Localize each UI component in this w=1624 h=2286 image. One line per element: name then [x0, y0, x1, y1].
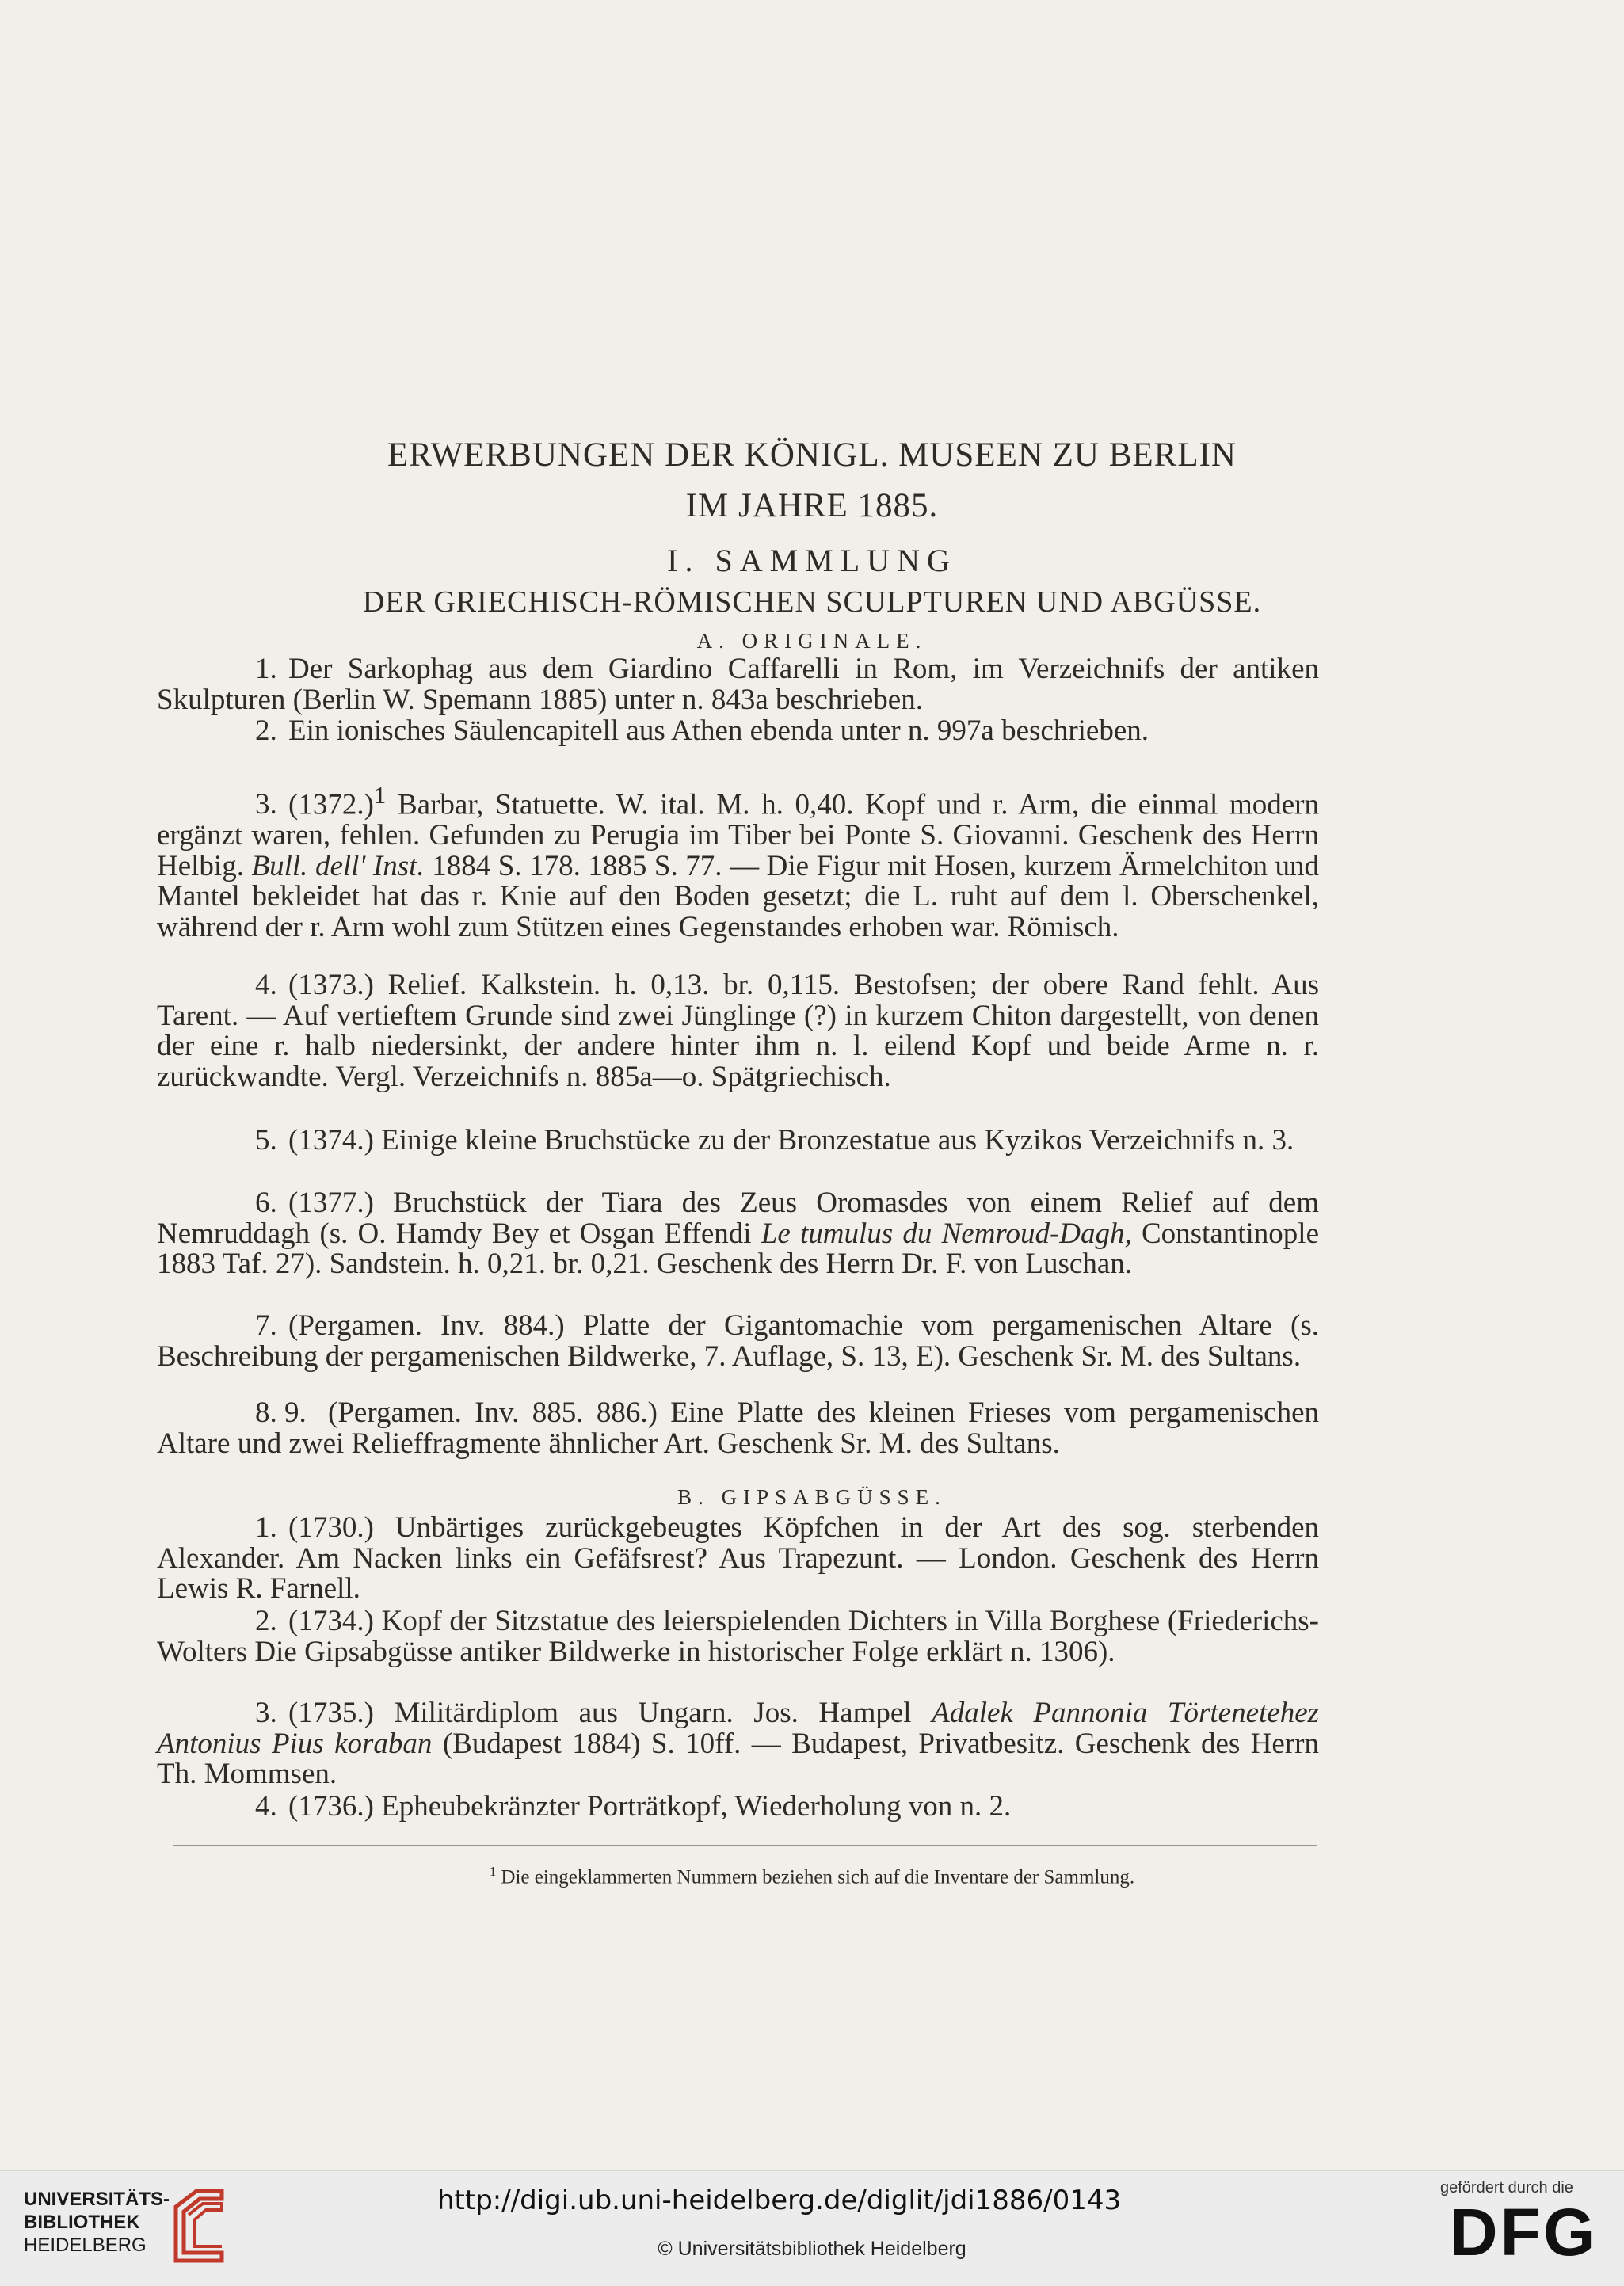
entry-number: 7. — [255, 1309, 277, 1342]
entry-text: (Pergamen. Inv. 884.) Platte der Gigantomachie vom pergamenischen Altare (s. Beschreibung der pergamenischen Bildwerke, 7. Auflage, S. 13, E). Geschenk Sr. M. des Sultans. — [157, 1309, 1319, 1373]
citation-title: Adalek Pannonia Törtenetehez Antonius Pius koraban — [157, 1697, 1320, 1760]
footnote — [0, 1864, 1624, 1888]
entry-text: 1884 S. 178. 1885 S. 77. — Die Figur mit Hosen, kurzem Ärmelchiton und Mantel bekleidet hat das r. Knie auf den Boden gesetzt; die L. ruht auf dem l. Oberschenkel, während der r. Arm wohl zum Stützen eines Gegenstandes erhoben war. Römisch. — [157, 849, 1320, 943]
entry-number: 1. — [255, 1511, 277, 1544]
entry-text: (Pergamen. Inv. 885. 886.) Eine Platte des kleinen Frieses vom pergamenischen Altare und zwei Relieffragmente ähnlicher Art. Geschenk Sr. M. des Sultans. — [157, 1396, 1319, 1460]
entry-number: 1. — [255, 653, 277, 685]
entry-gips-3 — [157, 1698, 1319, 1790]
permalink-url[interactable]: http://digi.ub.uni-heidelberg.de/diglit/jdi1886/0143 — [437, 2185, 1122, 2216]
entry-originale-7 — [157, 1311, 1319, 1372]
entry-number: 2. — [255, 714, 277, 747]
logo-line: UNIVERSITÄTS- — [24, 2189, 170, 2210]
entry-text: (1374.) Einige kleine Bruchstücke zu der Bronzestatue aus Kyzikos Verzeichnifs n. 3. — [288, 1124, 1294, 1156]
subsection-gipsabguesse: B. GIPSABGÜSSE. — [677, 1485, 947, 1509]
entry-number: 2. — [255, 1605, 277, 1637]
entry-text: (1372.) — [288, 788, 374, 821]
entry-text: Constantinople 1883 Taf. 27). Sandstein. h. 0,21. br. 0,21. Geschenk des Herrn Dr. F. von Luschan. — [157, 1217, 1320, 1281]
entry-text: Barbar, Statuette. W. ital. M. h. 0,40. Kopf und r. Arm, die einmal modern ergänzt waren, fehlen. Gefunden zu Perugia im Tiber bei Ponte S. Giovanni. Geschenk des Herrn Helbig. — [157, 788, 1320, 882]
entry-gips-1 — [157, 1513, 1319, 1605]
entry-text: (1377.) Bruchstück der Tiara des Zeus Oromasdes von einem Relief auf dem Nemruddagh (s. O. Hamdy Bey et Osgan Effendi — [157, 1187, 1319, 1250]
entry-text: (1730.) Unbärtiges zurückgebeugtes Köpfchen in der Art des sog. sterbenden Alexander. Am Nacken links ein Gefäfsrest? Aus Trapezunt. — London. Geschenk des Herrn Lewis R. Farnell. — [157, 1511, 1319, 1606]
entry-number: 6. — [255, 1187, 277, 1219]
entry-text: (1734.) Kopf der Sitzstatue des leierspielenden Dichters in Villa Borghese (Friederichs-Wolters Die Gipsabgüsse antiker Bildwerke in historischer Folge erklärt n. 1306). — [157, 1605, 1319, 1668]
footnote-text: Die eingeklammerten Nummern beziehen sich auf die Inventare der Sammlung. — [501, 1866, 1135, 1888]
citation-title: Le tumulus du Nemroud-Dagh, — [761, 1217, 1132, 1250]
section-subheading: DER GRIECHISCH-RÖMISCHEN SCULPTUREN UND ABGÜSSE. — [362, 585, 1262, 619]
entry-text: Ein ionisches Säulencapitell aus Athen ebenda unter n. 997a beschrieben. — [288, 714, 1149, 747]
dfg-logo[interactable]: DFG — [1450, 2195, 1598, 2269]
footnote-mark: 1 — [489, 1864, 497, 1879]
entry-originale-5 — [157, 1126, 1319, 1156]
copyright-notice: © Universitätsbibliothek Heidelberg — [658, 2238, 966, 2260]
citation-title: Bull. dell' Inst. — [251, 849, 425, 882]
logo-line: BIBLIOTHEK — [24, 2212, 140, 2233]
entry-originale-4 — [157, 970, 1319, 1092]
logo-line: HEIDELBERG — [24, 2235, 147, 2256]
entry-number: 8. 9. — [255, 1396, 307, 1429]
entry-number: 3. — [255, 788, 277, 821]
entry-text: (Budapest 1884) S. 10ff. — Budapest, Privatbesitz. Geschenk des Herrn Th. Mommsen. — [157, 1727, 1319, 1791]
page-title: ERWERBUNGEN DER KÖNIGL. MUSEEN ZU BERLIN — [387, 436, 1237, 474]
entry-text: (1735.) Militärdiplom aus Ungarn. Jos. Hampel — [288, 1697, 912, 1729]
sponsor-label: gefördert durch die — [1440, 2179, 1573, 2196]
entry-number: 3. — [255, 1697, 277, 1729]
entry-text: (1736.) Epheubekränzter Porträtkopf, Wiederholung von n. 2. — [288, 1790, 1012, 1823]
entry-text: (1373.) Relief. Kalkstein. h. 0,13. br. 0,115. Bestofsen; der obere Rand fehlt. Aus Tarent. — Auf vertieftem Grunde sind zwei Jünglinge (?) in kurzem Chiton dargestellt, von denen der eine r. halb niedersinkt, der andere hinter ihm n. l. eilend Kopf und beide Arme n. r. zurückwandte. Vergl. Verzeichnifs n. 885a—o. Spätgriechisch. — [157, 969, 1319, 1093]
footnote-reference[interactable]: 1 — [373, 782, 387, 809]
entry-text: Der Sarkophag aus dem Giardino Caffarelli in Rom, im Verzeichnifs der antiken Skulpturen (Berlin W. Spemann 1885) unter n. 843a beschrieben. — [157, 653, 1319, 716]
entry-number: 4. — [255, 1790, 277, 1823]
entry-originale-2 — [157, 716, 1319, 747]
entry-gips-2 — [157, 1606, 1319, 1667]
entry-originale-1 — [157, 654, 1319, 715]
footnote-divider — [173, 1845, 1317, 1846]
subsection-originale: A. ORIGINALE. — [696, 629, 928, 653]
entry-originale-6 — [157, 1188, 1319, 1280]
entry-gips-4 — [157, 1792, 1319, 1823]
entry-number: 5. — [255, 1124, 277, 1156]
entry-number: 4. — [255, 969, 277, 1001]
entry-originale-3 — [157, 780, 1319, 943]
entry-originale-8-9 — [157, 1398, 1319, 1459]
page-title-year: IM JAHRE 1885. — [685, 487, 939, 524]
section-heading: I. SAMMLUNG — [667, 543, 957, 578]
